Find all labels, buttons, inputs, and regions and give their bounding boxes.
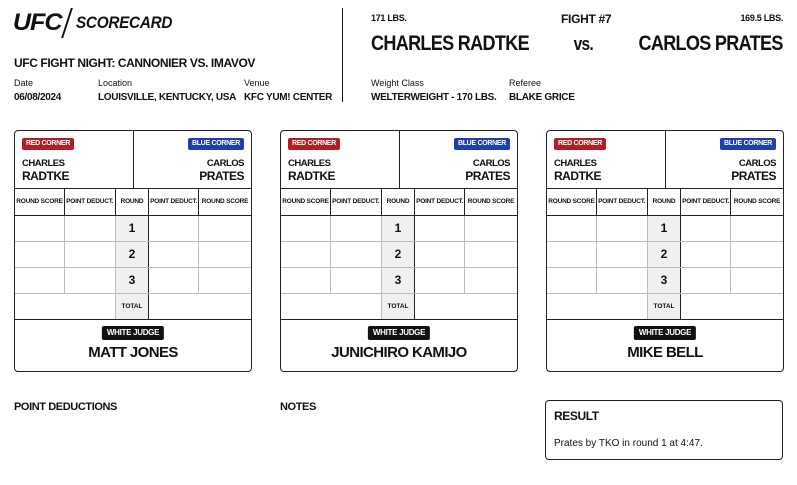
red-corner-fighter bbox=[22, 157, 69, 183]
venue-value: KFC YUM! CENTER bbox=[244, 92, 333, 103]
blue-round-score-header: ROUND SCORE bbox=[465, 189, 518, 215]
point-deductions-heading: POINT DEDUCTIONS bbox=[14, 401, 117, 413]
red-score-cell[interactable] bbox=[547, 215, 597, 241]
notes-heading: NOTES bbox=[280, 401, 316, 413]
red-deduct-cell[interactable] bbox=[597, 241, 648, 267]
round-row bbox=[547, 267, 783, 293]
corner-divider bbox=[665, 131, 666, 189]
judge-badge: WHITE JUDGE bbox=[368, 326, 430, 340]
result-text: Prates by TKO in round 1 at 4:47. bbox=[554, 438, 703, 449]
blue-score-cell[interactable] bbox=[731, 241, 784, 267]
red-point-deduct-header: POINT DEDUCT. bbox=[65, 189, 116, 215]
red-total-cell[interactable] bbox=[15, 293, 115, 319]
blue-last-name: PRATES bbox=[731, 169, 776, 183]
location-value: LOUISVILLE, KENTUCKY, USA bbox=[98, 92, 237, 103]
round-row bbox=[547, 215, 783, 241]
round-row bbox=[281, 267, 517, 293]
result-heading: RESULT bbox=[554, 409, 599, 423]
judge-scorecard-3 bbox=[546, 130, 784, 372]
blue-corner-fighter bbox=[465, 157, 510, 183]
blue-corner-badge: BLUE CORNER bbox=[188, 138, 244, 150]
date-value: 06/08/2024 bbox=[14, 92, 62, 103]
ufc-wordmark: UFC bbox=[12, 9, 62, 36]
red-last-name: RADTKE bbox=[22, 169, 69, 183]
total-row bbox=[281, 293, 517, 319]
red-score-cell[interactable] bbox=[15, 215, 65, 241]
grid-header-row bbox=[547, 189, 783, 215]
blue-first-name: CARLOS bbox=[472, 158, 510, 169]
red-score-cell[interactable] bbox=[281, 215, 331, 241]
blue-deduct-cell[interactable] bbox=[415, 267, 465, 293]
blue-fighter-weight: 169.5 LBS. bbox=[740, 13, 783, 23]
round-row bbox=[15, 215, 251, 241]
red-total-cell[interactable] bbox=[547, 293, 647, 319]
weight-class-value: WELTERWEIGHT - 170 LBS. bbox=[371, 92, 497, 103]
red-score-cell[interactable] bbox=[15, 267, 65, 293]
corner-header bbox=[281, 131, 517, 189]
red-score-cell[interactable] bbox=[281, 267, 331, 293]
red-deduct-cell[interactable] bbox=[331, 267, 382, 293]
result-box bbox=[545, 400, 783, 460]
judge-name: MATT JONES bbox=[88, 344, 178, 361]
corner-divider bbox=[133, 131, 134, 189]
blue-corner-badge: BLUE CORNER bbox=[720, 138, 776, 150]
round-row bbox=[547, 241, 783, 267]
blue-score-cell[interactable] bbox=[199, 267, 252, 293]
round-header: ROUND bbox=[115, 189, 149, 215]
blue-deduct-cell[interactable] bbox=[149, 215, 199, 241]
red-score-cell[interactable] bbox=[281, 241, 331, 267]
judge-name: JUNICHIRO KAMIJO bbox=[331, 344, 467, 361]
red-round-score-header: ROUND SCORE bbox=[547, 189, 597, 215]
blue-score-cell[interactable] bbox=[199, 215, 252, 241]
red-last-name: RADTKE bbox=[554, 169, 601, 183]
blue-point-deduct-header: POINT DEDUCT. bbox=[415, 189, 465, 215]
blue-score-cell[interactable] bbox=[731, 267, 784, 293]
blue-deduct-cell[interactable] bbox=[681, 215, 731, 241]
red-deduct-cell[interactable] bbox=[331, 241, 382, 267]
red-deduct-cell[interactable] bbox=[65, 241, 116, 267]
red-corner-badge: RED CORNER bbox=[288, 138, 340, 150]
blue-deduct-cell[interactable] bbox=[149, 267, 199, 293]
round-row bbox=[281, 241, 517, 267]
red-first-name: CHARLES bbox=[288, 158, 331, 169]
round-number: 3 bbox=[115, 267, 149, 293]
score-grid bbox=[547, 189, 783, 320]
red-round-score-header: ROUND SCORE bbox=[15, 189, 65, 215]
doc-title: SCORECARD bbox=[76, 13, 173, 32]
blue-score-cell[interactable] bbox=[465, 215, 518, 241]
judge-scorecard-1 bbox=[14, 130, 252, 372]
red-fighter-weight: 171 LBS. bbox=[371, 13, 407, 23]
round-number: 1 bbox=[115, 215, 149, 241]
total-row bbox=[547, 293, 783, 319]
blue-round-score-header: ROUND SCORE bbox=[731, 189, 784, 215]
blue-deduct-cell[interactable] bbox=[681, 267, 731, 293]
corner-divider bbox=[399, 131, 400, 189]
referee-value: BLAKE GRICE bbox=[509, 92, 575, 103]
weight-class-label: Weight Class bbox=[371, 78, 424, 88]
red-corner-fighter bbox=[554, 157, 601, 183]
blue-round-score-header: ROUND SCORE bbox=[199, 189, 252, 215]
blue-deduct-cell[interactable] bbox=[415, 215, 465, 241]
blue-first-name: CARLOS bbox=[206, 158, 244, 169]
blue-point-deduct-header: POINT DEDUCT. bbox=[681, 189, 731, 215]
blue-corner-badge: BLUE CORNER bbox=[454, 138, 510, 150]
blue-deduct-cell[interactable] bbox=[681, 241, 731, 267]
red-last-name: RADTKE bbox=[288, 169, 335, 183]
blue-score-cell[interactable] bbox=[465, 267, 518, 293]
round-header: ROUND bbox=[381, 189, 415, 215]
judge-badge: WHITE JUDGE bbox=[634, 326, 696, 340]
corner-header bbox=[547, 131, 783, 189]
fight-number: FIGHT #7 bbox=[561, 12, 612, 26]
blue-last-name: PRATES bbox=[465, 169, 510, 183]
red-deduct-cell[interactable] bbox=[65, 267, 116, 293]
round-row bbox=[281, 215, 517, 241]
event-title: UFC FIGHT NIGHT: CANNONIER VS. IMAVOV bbox=[14, 56, 255, 70]
blue-corner-fighter bbox=[731, 157, 776, 183]
blue-total-cell[interactable] bbox=[681, 293, 783, 319]
round-header: ROUND bbox=[647, 189, 681, 215]
red-deduct-cell[interactable] bbox=[597, 215, 648, 241]
score-grid bbox=[281, 189, 517, 320]
judge-badge: WHITE JUDGE bbox=[102, 326, 164, 340]
blue-point-deduct-header: POINT DEDUCT. bbox=[149, 189, 199, 215]
logo-divider bbox=[61, 8, 73, 38]
blue-deduct-cell[interactable] bbox=[149, 241, 199, 267]
blue-score-cell[interactable] bbox=[465, 241, 518, 267]
red-deduct-cell[interactable] bbox=[597, 267, 648, 293]
red-score-cell[interactable] bbox=[547, 241, 597, 267]
total-row bbox=[15, 293, 251, 319]
round-number: 1 bbox=[647, 215, 681, 241]
judge-scorecard-2 bbox=[280, 130, 518, 372]
blue-score-cell[interactable] bbox=[199, 241, 252, 267]
red-score-cell[interactable] bbox=[15, 241, 65, 267]
blue-total-cell[interactable] bbox=[149, 293, 251, 319]
round-number: 3 bbox=[381, 267, 415, 293]
grid-header-row bbox=[15, 189, 251, 215]
total-label: TOTAL bbox=[381, 293, 415, 319]
red-corner-fighter bbox=[288, 157, 335, 183]
score-grid bbox=[15, 189, 251, 320]
round-number: 3 bbox=[647, 267, 681, 293]
round-number: 2 bbox=[115, 241, 149, 267]
blue-score-cell[interactable] bbox=[731, 215, 784, 241]
header-divider bbox=[342, 8, 343, 102]
judge-name: MIKE BELL bbox=[627, 344, 703, 361]
grid-header-row bbox=[281, 189, 517, 215]
referee-label: Referee bbox=[509, 78, 542, 88]
ufc-logo bbox=[14, 8, 183, 38]
red-point-deduct-header: POINT DEDUCT. bbox=[597, 189, 648, 215]
blue-last-name: PRATES bbox=[199, 169, 244, 183]
location-label: Location bbox=[98, 78, 133, 88]
round-row bbox=[15, 241, 251, 267]
blue-fighter-name: CARLOS PRATES bbox=[638, 32, 783, 55]
round-number: 1 bbox=[381, 215, 415, 241]
red-fighter-name: CHARLES RADTKE bbox=[371, 32, 529, 55]
blue-corner-fighter bbox=[199, 157, 244, 183]
blue-total-cell[interactable] bbox=[415, 293, 517, 319]
red-score-cell[interactable] bbox=[547, 267, 597, 293]
red-corner-badge: RED CORNER bbox=[554, 138, 606, 150]
blue-deduct-cell[interactable] bbox=[415, 241, 465, 267]
date-label: Date bbox=[14, 78, 34, 88]
versus-text: vs. bbox=[573, 34, 594, 54]
red-point-deduct-header: POINT DEDUCT. bbox=[331, 189, 382, 215]
red-first-name: CHARLES bbox=[554, 158, 597, 169]
round-number: 2 bbox=[381, 241, 415, 267]
venue-label: Venue bbox=[244, 78, 270, 88]
red-corner-badge: RED CORNER bbox=[22, 138, 74, 150]
total-label: TOTAL bbox=[115, 293, 149, 319]
blue-first-name: CARLOS bbox=[738, 158, 776, 169]
red-total-cell[interactable] bbox=[281, 293, 381, 319]
red-deduct-cell[interactable] bbox=[331, 215, 382, 241]
red-deduct-cell[interactable] bbox=[65, 215, 116, 241]
round-row bbox=[15, 267, 251, 293]
red-round-score-header: ROUND SCORE bbox=[281, 189, 331, 215]
corner-header bbox=[15, 131, 251, 189]
red-first-name: CHARLES bbox=[22, 158, 65, 169]
total-label: TOTAL bbox=[647, 293, 681, 319]
round-number: 2 bbox=[647, 241, 681, 267]
